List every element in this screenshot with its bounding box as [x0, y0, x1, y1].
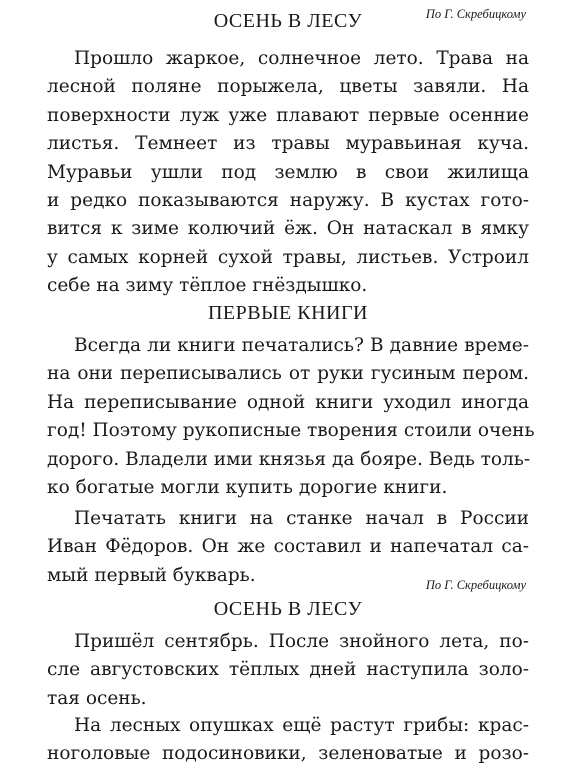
- text-line: сле августовских тёплых дней наступила золо-: [47, 659, 529, 681]
- text-line: и редко показываются наружу. В кустах гото-: [47, 189, 529, 211]
- text-line: ко богатые могли купить дорогие книги.: [47, 476, 448, 498]
- paragraph-autumn-forest: [47, 45, 529, 301]
- section-title-first-books: ПЕРВЫЕ КНИГИ: [207, 302, 368, 324]
- text-line: Печатать книги на станке начал в России: [74, 508, 529, 529]
- attribution-top: По Г. Скребицкому: [425, 7, 526, 21]
- text-line: год! Поэтому рукописные творения стоили очень: [47, 420, 535, 442]
- text-line: поверхности луж уже плавают первые осенние: [47, 104, 529, 126]
- text-line: вится к зиме колючий ёж. Он натаскал в ямку: [47, 218, 529, 240]
- section-title-autumn-forest-2: ОСЕНЬ В ЛЕСУ: [213, 598, 363, 620]
- paragraph-first-books-1: [47, 332, 535, 502]
- text-line: себе на зиму тёплое гнёздышко.: [47, 275, 368, 297]
- text-line: лесной поляне порыжела, цветы завяли. На: [47, 76, 529, 98]
- text-line: ноголовые подосиновики, зеленоватые и розо-: [47, 743, 529, 765]
- text-line: Иван Фёдоров. Он же составил и напечатал са-: [47, 536, 529, 558]
- text-line: тая осень.: [47, 687, 147, 709]
- text-line: На переписывание одной книги уходил иногда: [47, 391, 529, 413]
- text-line: дорого. Владели ими князья да бояре. Ведь толь-: [47, 448, 531, 470]
- section-title-autumn-forest: ОСЕНЬ В ЛЕСУ: [213, 10, 363, 32]
- text-line: Всегда ли книги печатались? В давние време-: [74, 335, 529, 356]
- text-line: у самых корней сухой травы, листьев. Устроил: [47, 246, 529, 268]
- text-line: Пришёл сентябрь. После знойного лета, по-: [74, 631, 529, 652]
- text-line: на они переписывались от руки гусиным пером.: [47, 363, 529, 385]
- paragraph-mushrooms: [47, 712, 529, 769]
- text-line: Муравьи ушли под землю в свои жилища: [47, 161, 529, 183]
- paragraph-september: [47, 628, 529, 713]
- text-line: мый первый букварь.: [47, 564, 256, 586]
- attribution-bottom: По Г. Скребицкому: [425, 578, 526, 592]
- text-line: листья. Темнеет из травы муравьиная куча.: [47, 133, 529, 155]
- text-line: Прошло жаркое, солнечное лето. Трава на: [74, 48, 529, 69]
- text-line: На лесных опушках ещё растут грибы: крас-: [74, 715, 529, 736]
